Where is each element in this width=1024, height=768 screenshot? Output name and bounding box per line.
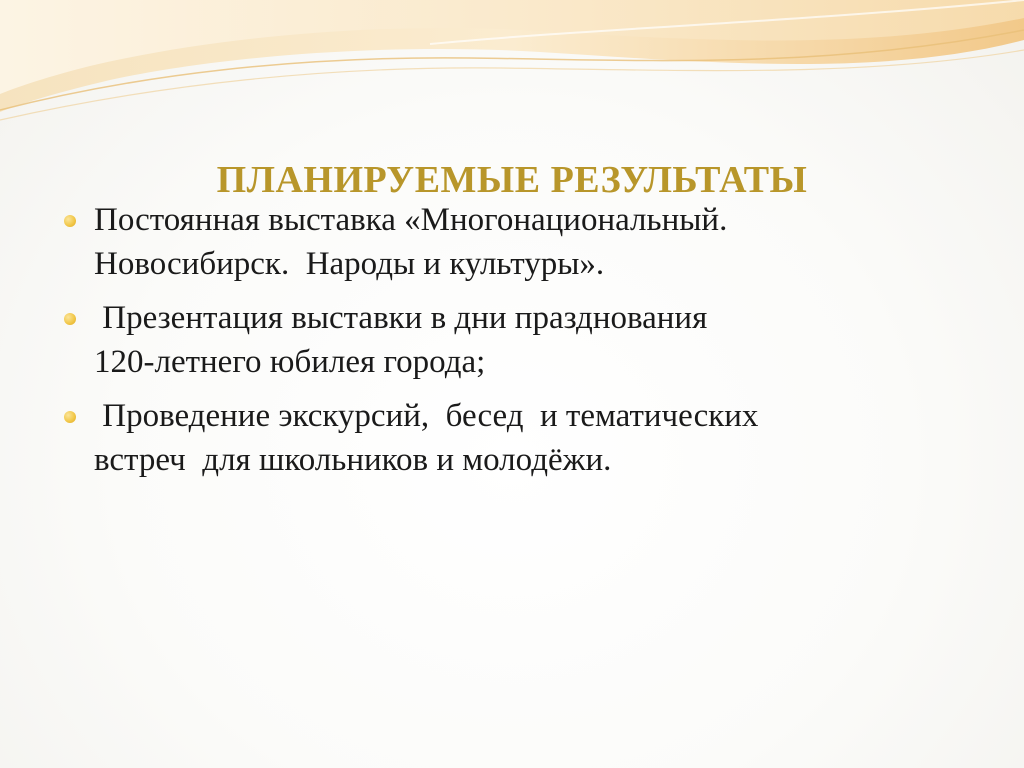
bullet-text: Презентация выставки в дни празднования 120-летнего юбилея города; (94, 300, 708, 380)
bullet-text: Проведение экскурсий, бесед и тематических встреч для школьников и молодёжи. (94, 398, 759, 478)
list-item (64, 198, 964, 286)
bullet-icon (64, 313, 76, 325)
bullet-icon (64, 215, 76, 227)
list-item (64, 394, 964, 482)
bullet-icon (64, 411, 76, 423)
bullet-text: Постоянная выставка «Многонациональный. Новосибирск. Народы и культуры». (94, 202, 728, 282)
slide-title: ПЛАНИРУЕМЫЕ РЕЗУЛЬТАТЫ (216, 159, 808, 201)
bullet-list (64, 198, 964, 492)
list-item (64, 296, 964, 384)
wave-decoration (0, 0, 1024, 140)
